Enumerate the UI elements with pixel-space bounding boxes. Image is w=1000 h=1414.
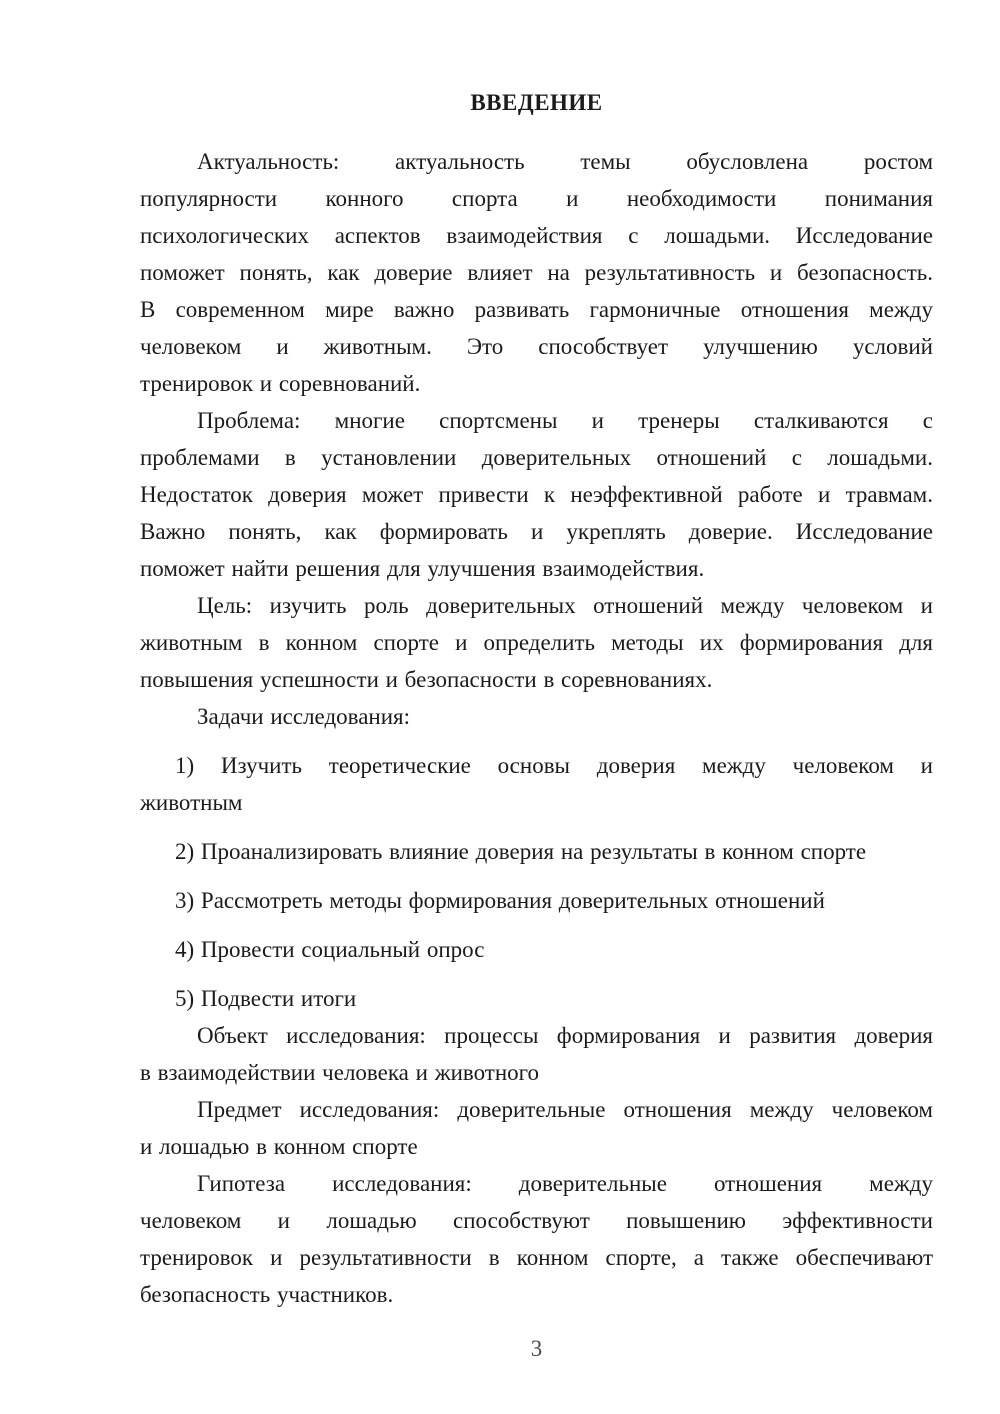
text-line: психологических аспектов взаимодействия с лошадьми. Исследование bbox=[140, 223, 933, 248]
text-line: животным bbox=[140, 790, 243, 815]
text-line: животным в конном спорте и определить методы их формирования для bbox=[140, 630, 933, 655]
text-line: 3) Рассмотреть методы формирования доверительных отношений bbox=[175, 888, 825, 913]
paragraph bbox=[140, 402, 933, 587]
text-line: тренировок и соревнований. bbox=[140, 371, 421, 396]
text-line: Цель: изучить роль доверительных отношений между человеком и bbox=[197, 593, 933, 618]
paragraph bbox=[140, 1017, 933, 1091]
list-item bbox=[140, 882, 933, 919]
text-line: и лошадью в конном спорте bbox=[140, 1134, 418, 1159]
paragraph bbox=[140, 143, 933, 402]
list-item bbox=[140, 747, 933, 821]
text-line: 1) Изучить теоретические основы доверия между человеком и bbox=[175, 753, 933, 778]
text-line: поможет понять, как доверие влияет на результативность и безопасность. bbox=[140, 260, 933, 285]
text-line: Актуальность: актуальность темы обусловлена ростом bbox=[197, 149, 933, 174]
text-line: 4) Провести социальный опрос bbox=[175, 937, 485, 962]
page-title: ВВЕДЕНИЕ bbox=[470, 90, 603, 115]
paragraph bbox=[140, 698, 933, 735]
text-line: Проблема: многие спортсмены и тренеры сталкиваются с bbox=[197, 408, 933, 433]
text-line: 2) Проанализировать влияние доверия на результаты в конном спорте bbox=[175, 839, 867, 864]
text-line: в взаимодействии человека и животного bbox=[140, 1060, 540, 1085]
text-line: В современном мире важно развивать гармоничные отношения между bbox=[140, 297, 933, 322]
text-line: Задачи исследования: bbox=[197, 704, 411, 729]
text-line: Объект исследования: процессы формирования и развития доверия bbox=[197, 1023, 933, 1048]
paragraph bbox=[140, 587, 933, 698]
text-line: проблемами в установлении доверительных отношений с лошадьми. bbox=[140, 445, 933, 470]
paragraph bbox=[140, 1091, 933, 1165]
text-line: Недостаток доверия может привести к неэффективной работе и травмам. bbox=[140, 482, 933, 507]
paragraph bbox=[140, 1165, 933, 1313]
list-item bbox=[140, 980, 933, 1017]
text-line: популярности конного спорта и необходимости понимания bbox=[140, 186, 933, 211]
document-body bbox=[140, 143, 933, 1313]
text-line: Предмет исследования: доверительные отношения между человеком bbox=[197, 1097, 933, 1122]
text-line: Важно понять, как формировать и укреплять доверие. Исследование bbox=[140, 519, 933, 544]
text-line: человеком и лошадью способствуют повышению эффективности bbox=[140, 1208, 933, 1233]
list-item bbox=[140, 833, 933, 870]
list-item bbox=[140, 931, 933, 968]
text-line: человеком и животным. Это способствует улучшению условий bbox=[140, 334, 933, 359]
text-line: Гипотеза исследования: доверительные отношения между bbox=[197, 1171, 933, 1196]
text-line: поможет найти решения для улучшения взаимодействия. bbox=[140, 556, 705, 581]
text-line: тренировок и результативности в конном спорте, а также обеспечивают bbox=[140, 1245, 933, 1270]
text-line: безопасность участников. bbox=[140, 1282, 394, 1307]
text-line: повышения успешности и безопасности в соревнованиях. bbox=[140, 667, 713, 692]
text-line: 5) Подвести итоги bbox=[175, 986, 357, 1011]
page-number: 3 bbox=[530, 1336, 543, 1361]
